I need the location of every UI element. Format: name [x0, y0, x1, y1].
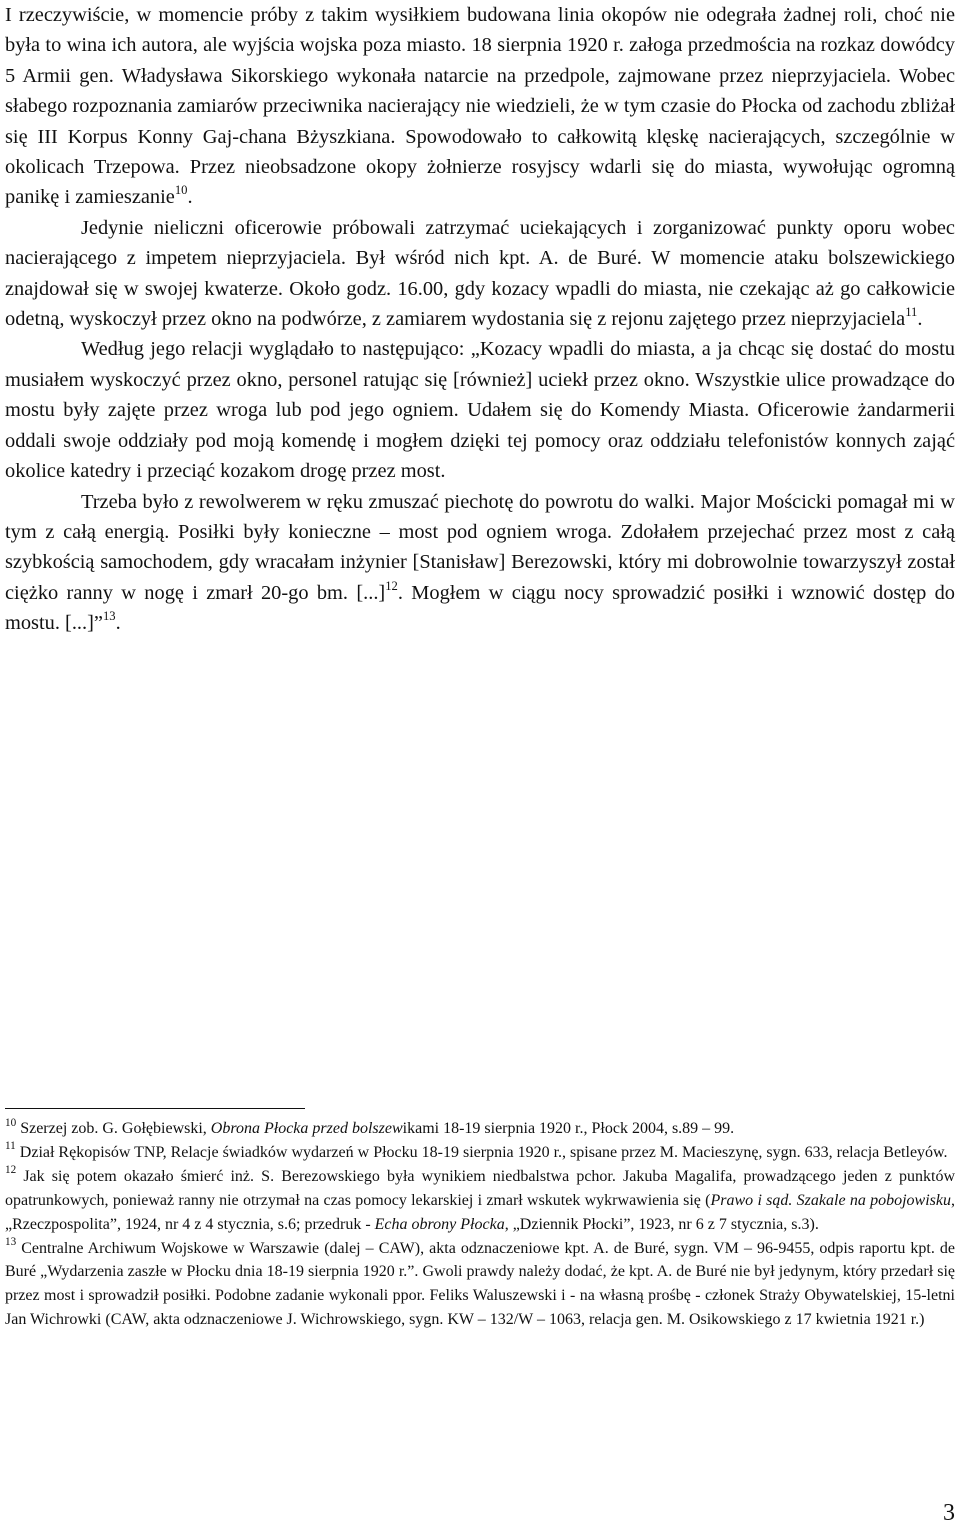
paragraph-text: I rzeczywiście, w momencie próby z takim wysiłkiem budowana linia okopów nie odegrała żadnej roli, choć nie była to wina ich autora, ale wyjścia wojska poza miasto. 18 sierpnia 1920 r. załoga przedmościa na rozkaz dowódcy 5 Armii gen. Władysława Sikorskiego wykonała natarcie na przedpole, zajmowane przez nieprzyjaciela. Wobec słabego rozpoznania zamiarów przeciwnika nacierający nie wiedzieli, że w tym czasie do Płocka od zachodu zbliżał się III Korpus Konny Gaj-chana Bżyszkiana. Spowodowało to całkowitą klęskę nacierających, szczególnie w okolicach Trzepowa. Przez nieobsadzone okopy żołnierze rosyjscy wdarli się do miasta, wywołując ogromną panikę i zamieszanie	[5, 4, 955, 209]
footnote-separator	[5, 1108, 305, 1109]
paragraph-4: Trzeba było z rewolwerem w ręku zmuszać piechotę do powrotu do walki. Major Mościcki pomagał mi w tym z całą energią. Posiłki były konieczne – most pod ogniem wroga. Zdołałem przejechać przez most z całą szybkością samochodem, gdy wracałam inżynier [Stanisław] Berezowski, który mi dobrowolnie towarzyszył został ciężko ranny w nogę i zmarł 20-go bm. [...]$^{12}$. Mogłem w ciągu nocy sprowadzić posiłki i wznowić dostęp do mostu. [...]”$^{13}$.	[5, 490, 955, 635]
paragraph-text: Trzeba było z rewolwerem w ręku zmuszać piechotę do powrotu do walki. Major Mościcki pomagał mi w tym z całą energią. Posiłki były konieczne – most pod ogniem wroga. Zdołałem przejechać przez most z całą szybkością samochodem, gdy wracałam inżynier [Stanisław] Berezowski, który mi dobrowolnie towarzyszył został ciężko ranny w nogę i zmarł 20-go bm. [...]	[5, 490, 955, 604]
footnote-ref: 10	[174, 183, 188, 198]
paragraph-3	[5, 334, 955, 486]
footnote-ref: 12	[385, 578, 398, 593]
footnote-11: $^{11}$ Dział Rękopisów TNP, Relacje świadków wydarzeń w Płocku 18-19 sierpnia 1920 r., spisane przez M. Macieszynę, sygn. 633, relacja Betleyów.	[5, 1140, 948, 1161]
paragraph-2: Jedynie nieliczni oficerowie próbowali zatrzymać uciekających i zorganizować punkty oporu wobec nacierającego z impetem nieprzyjaciela. Był wśród nich kpt. A. de Buré. W momencie ataku bolszewickiego znajdował się w swojej kwaterze. Około godz. 16.00, gdy kozacy wpadli do miasta, nie czekając aż go całkowicie odetną, wyskoczył przez okno na podwórze, z zamiarem wydostania się z rejonu zajętego przez nieprzyjaciela$^{11}$.	[5, 216, 955, 331]
paragraph-1: I rzeczywiście, w momencie próby z takim wysiłkiem budowana linia okopów nie odegrała żadnej roli, choć nie była to wina ich autora, ale wyjścia wojska poza miasto. 18 sierpnia 1920 r. załoga przedmościa na rozkaz dowódcy 5 Armii gen. Władysława Sikorskiego wykonała natarcie na przedpole, zajmowane przez nieprzyjaciela. Wobec słabego rozpoznania zamiarów przeciwnika nacierający nie wiedzieli, że w tym czasie do Płocka od zachodu zbliżał się III Korpus Konny Gaj-chana Bżyszkiana. Spowodowało to całkowitą klęskę nacierających, szczególnie w okolicach Trzepowa. Przez nieobsadzone okopy żołnierze rosyjscy wdarli się do miasta, wywołując ogromną panikę i zamieszanie$^{10}$.	[5, 4, 955, 209]
footnote-ref: 11	[905, 305, 918, 320]
page-number: 3	[943, 1500, 955, 1526]
footnote-10: $^{10}$ Szerzej zob. G. Gołębiewski, Obrona Płocka przed bolszewikami 18-19 sierpnia 1920 r., Płock 2004, s.89 – 99.	[5, 1116, 735, 1137]
body-text	[5, 0, 955, 639]
footnote-number: 10	[5, 1116, 17, 1129]
footnotes	[5, 1108, 955, 1332]
footnote-number: 12	[5, 1164, 17, 1177]
paragraph-text: Według jego relacji wyglądało to następująco: „Kozacy wpadli do miasta, a ja chcąc się dostać do mostu musiałem wyskoczyć przez okno, personel ratując się [również] uciekł przez okno. Wszystkie ulice prowadzące do mostu były zajęte przez wroga lub pod jego ogniem. Udałem się do Komendy Miasta. Oficerowie żandarmerii oddali swoje oddziały pod moją komendę i mogłem dzięki tej pomocy oraz oddziału telefonistów konnych zająć okolice katedry i przeciąć kozakom drogę przez most.	[5, 338, 955, 483]
footnote-12: $^{12}$ Jak się potem okazało śmierć inż. S. Berezowskiego była wynikiem niedbalstwa pchor. Jakuba Magalifa, prowadzącego jeden z punktów opatrunkowych, ponieważ ranny nie otrzymał na czas pomocy lekarskiej i zmarł wskutek wykrwawienia się (Prawo i sąd. Szakale na pobojowisku, „Rzeczpospolita”, 1924, nr 4 z 4 stycznia, s.6; przedruk - Echa obrony Płocka, „Dziennik Płocki”, 1923, nr 6 z 7 stycznia, s.3).	[5, 1164, 955, 1233]
footnote-number: 11	[5, 1140, 16, 1153]
document-page	[5, 0, 955, 639]
footnote-ref: 13	[102, 609, 116, 624]
footnote-13: $^{13}$ Centralne Archiwum Wojskowe w Warszawie (dalej – CAW), akta odznaczeniowe kpt. A. de Buré, sygn. VM – 96-9455, odpis raportu kpt. de Buré „Wydarzenia zaszłe w Płocku dnia 18-19 sierpnia 1920 r.”. Gwoli prawdy należy dodać, że kpt. A. de Buré nie był jedynym, który przedarł się przez most i sprowadził posiłki. Podobne zadanie wykonali ppor. Feliks Waluszewski i - na własną prośbę - członek Straży Obywatelskiej, 15-letni Jan Wichrowki (CAW, akta odznaczeniowe J. Wichrowskiego, sygn. KW – 132/W – 1063, relacja gen. M. Osikowskiego z 17 kwietnia 1921 r.)	[5, 1236, 955, 1329]
paragraph-text: Jedynie nieliczni oficerowie próbowali zatrzymać uciekających i zorganizować punkty oporu wobec nacierającego z impetem nieprzyjaciela. Był wśród nich kpt. A. de Buré. W momencie ataku bolszewickiego znajdował się w swojej kwaterze. Około godz. 16.00, gdy kozacy wpadli do miasta, nie czekając aż go całkowicie odetną, wyskoczył przez okno na podwórze, z zamiarem wydostania się z rejonu zajętego przez nieprzyjaciela	[5, 216, 955, 331]
footnote-number: 13	[5, 1236, 17, 1249]
